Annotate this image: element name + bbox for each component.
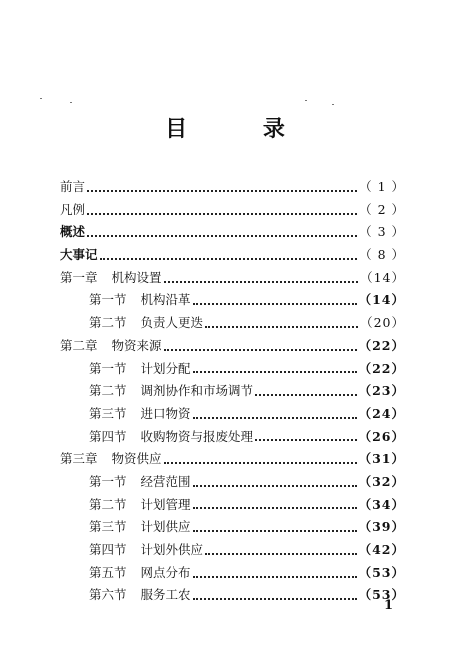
toc-entry-label bbox=[89, 358, 191, 381]
toc-entry-label bbox=[89, 471, 191, 494]
toc-entry-title: 大事记 bbox=[60, 247, 98, 263]
toc-entry[interactable] bbox=[60, 516, 405, 539]
toc-entry-number: 第三节 bbox=[89, 519, 127, 535]
toc-entry[interactable] bbox=[60, 426, 405, 449]
dot-leader bbox=[87, 189, 357, 192]
toc-entry-title: 前言 bbox=[60, 179, 86, 194]
toc-entry-number: 第五节 bbox=[89, 564, 127, 580]
dot-leader bbox=[193, 370, 357, 373]
toc-entry-number: 第一章 bbox=[60, 269, 98, 285]
toc-entry-title: 凡例 bbox=[60, 201, 86, 217]
toc-entry[interactable] bbox=[60, 448, 405, 471]
toc-entry-label bbox=[89, 516, 191, 539]
toc-entry-number: 第三章 bbox=[60, 451, 98, 467]
toc-entry[interactable] bbox=[60, 494, 405, 517]
toc-entry-page: （ 1 ） bbox=[359, 179, 405, 194]
toc-entry[interactable] bbox=[60, 471, 405, 494]
toc-entry[interactable] bbox=[60, 584, 405, 607]
toc-entry[interactable] bbox=[60, 539, 405, 562]
toc-entry-title: 计划管理 bbox=[140, 496, 191, 512]
dot-leader bbox=[255, 438, 357, 441]
toc-entry-label bbox=[60, 221, 85, 244]
toc-entry-label bbox=[89, 494, 191, 517]
toc-entry-label bbox=[60, 176, 85, 199]
page-title: 目 录 bbox=[165, 116, 319, 142]
toc-entry[interactable] bbox=[60, 358, 405, 381]
toc-entry-number: 第二章 bbox=[60, 337, 98, 353]
toc-entry-page: （39） bbox=[358, 519, 405, 535]
toc-entry-page: （24） bbox=[358, 405, 405, 421]
toc-entry[interactable] bbox=[60, 244, 405, 267]
dot-leader bbox=[87, 212, 357, 215]
toc-entry-label bbox=[60, 267, 162, 290]
toc-entry-label bbox=[60, 448, 162, 471]
dot-leader bbox=[255, 393, 357, 396]
dot-leader bbox=[193, 302, 357, 305]
dot-leader bbox=[205, 552, 357, 555]
toc-entry-page: （20） bbox=[360, 315, 405, 331]
dot-leader bbox=[193, 484, 357, 487]
toc-entry[interactable] bbox=[60, 403, 405, 426]
dot-leader bbox=[100, 257, 358, 260]
dot-leader bbox=[87, 234, 357, 237]
dot-leader bbox=[164, 461, 357, 464]
toc-entry-page: （ 8 ） bbox=[359, 247, 405, 263]
toc-entry-number: 第一节 bbox=[89, 292, 127, 308]
scan-speck bbox=[332, 104, 334, 105]
toc-entry-title: 物资来源 bbox=[111, 337, 162, 353]
toc-entry-title: 计划分配 bbox=[140, 360, 191, 376]
toc-entry-page: （26） bbox=[358, 428, 405, 444]
toc-entry-page: （14） bbox=[358, 292, 405, 308]
toc-entry[interactable] bbox=[60, 312, 405, 335]
toc-entry-number: 第四节 bbox=[89, 542, 127, 557]
toc-entry-label bbox=[89, 539, 203, 562]
dot-leader bbox=[193, 506, 357, 509]
toc-entry[interactable] bbox=[60, 176, 405, 199]
toc-entry-title: 负责人更迭 bbox=[140, 315, 204, 331]
dot-leader bbox=[193, 575, 357, 578]
toc-entry-label bbox=[89, 426, 253, 449]
toc-entry-label bbox=[60, 335, 162, 358]
toc-entry-title: 收购物资与报废处理 bbox=[140, 428, 254, 444]
page-number: 1 bbox=[384, 598, 394, 613]
toc-entry-title: 计划外供应 bbox=[140, 542, 204, 557]
toc-entry-page: （ 3 ） bbox=[359, 224, 405, 240]
toc-entry-number: 第一节 bbox=[89, 360, 127, 376]
dot-leader bbox=[193, 416, 357, 419]
toc-entry-title: 机构沿革 bbox=[140, 292, 191, 308]
toc-entry[interactable] bbox=[60, 335, 405, 358]
dot-leader bbox=[164, 348, 357, 351]
toc-entry-label bbox=[89, 403, 191, 426]
toc-entry-title: 网点分布 bbox=[140, 564, 191, 580]
scan-speck bbox=[40, 98, 42, 99]
toc-entry-number: 第二节 bbox=[89, 383, 127, 399]
toc-entry-title: 机构设置 bbox=[111, 269, 162, 285]
toc-entry-page: （14） bbox=[360, 269, 405, 285]
toc-entry-label bbox=[89, 312, 203, 335]
toc-entry-page: （ 2 ） bbox=[359, 201, 405, 217]
toc-entry-title: 服务工农 bbox=[140, 587, 191, 603]
toc-entry[interactable] bbox=[60, 380, 405, 403]
toc-entry-number: 第二节 bbox=[89, 496, 127, 512]
toc-entry-label bbox=[89, 289, 191, 312]
toc-entry-title: 计划供应 bbox=[140, 519, 191, 535]
toc-entry-page: （22） bbox=[358, 337, 405, 353]
scan-speck bbox=[70, 102, 72, 103]
toc-entry-page: （23） bbox=[358, 383, 405, 399]
toc-entry[interactable] bbox=[60, 289, 405, 312]
dot-leader bbox=[193, 597, 357, 600]
toc-entry-title: 调剂协作和市场调节 bbox=[140, 383, 254, 399]
dot-leader bbox=[205, 325, 358, 328]
toc-entry-page: （22） bbox=[358, 360, 405, 376]
toc-entry-number: 第二节 bbox=[89, 315, 127, 331]
toc-entry-label bbox=[89, 380, 253, 403]
toc-entry[interactable] bbox=[60, 267, 405, 290]
table-of-contents bbox=[60, 176, 405, 607]
toc-entry-label bbox=[60, 199, 85, 222]
toc-entry-page: （42） bbox=[358, 542, 405, 557]
toc-entry-number: 第四节 bbox=[89, 428, 127, 444]
toc-entry-label bbox=[89, 562, 191, 585]
toc-entry[interactable] bbox=[60, 562, 405, 585]
toc-entry-title: 物资供应 bbox=[111, 451, 162, 467]
toc-entry[interactable] bbox=[60, 221, 405, 244]
toc-entry-number: 第三节 bbox=[89, 405, 127, 421]
dot-leader bbox=[164, 280, 359, 283]
toc-entry-page: （34） bbox=[358, 496, 405, 512]
toc-entry-page: （53） bbox=[358, 587, 405, 603]
toc-entry-page: （31） bbox=[358, 451, 405, 467]
toc-entry-number: 第一节 bbox=[89, 473, 127, 489]
toc-entry-page: （32） bbox=[358, 473, 405, 489]
toc-entry-page: （53） bbox=[358, 564, 405, 580]
toc-entry-number: 第六节 bbox=[89, 587, 127, 603]
scan-speck bbox=[305, 100, 307, 101]
toc-entry-title: 经营范围 bbox=[140, 473, 191, 489]
toc-entry-title: 概述 bbox=[60, 224, 86, 240]
toc-entry-title: 进口物资 bbox=[140, 405, 191, 421]
toc-entry[interactable] bbox=[60, 199, 405, 222]
dot-leader bbox=[193, 529, 357, 532]
toc-entry-label bbox=[89, 584, 191, 607]
toc-entry-label bbox=[60, 244, 98, 267]
